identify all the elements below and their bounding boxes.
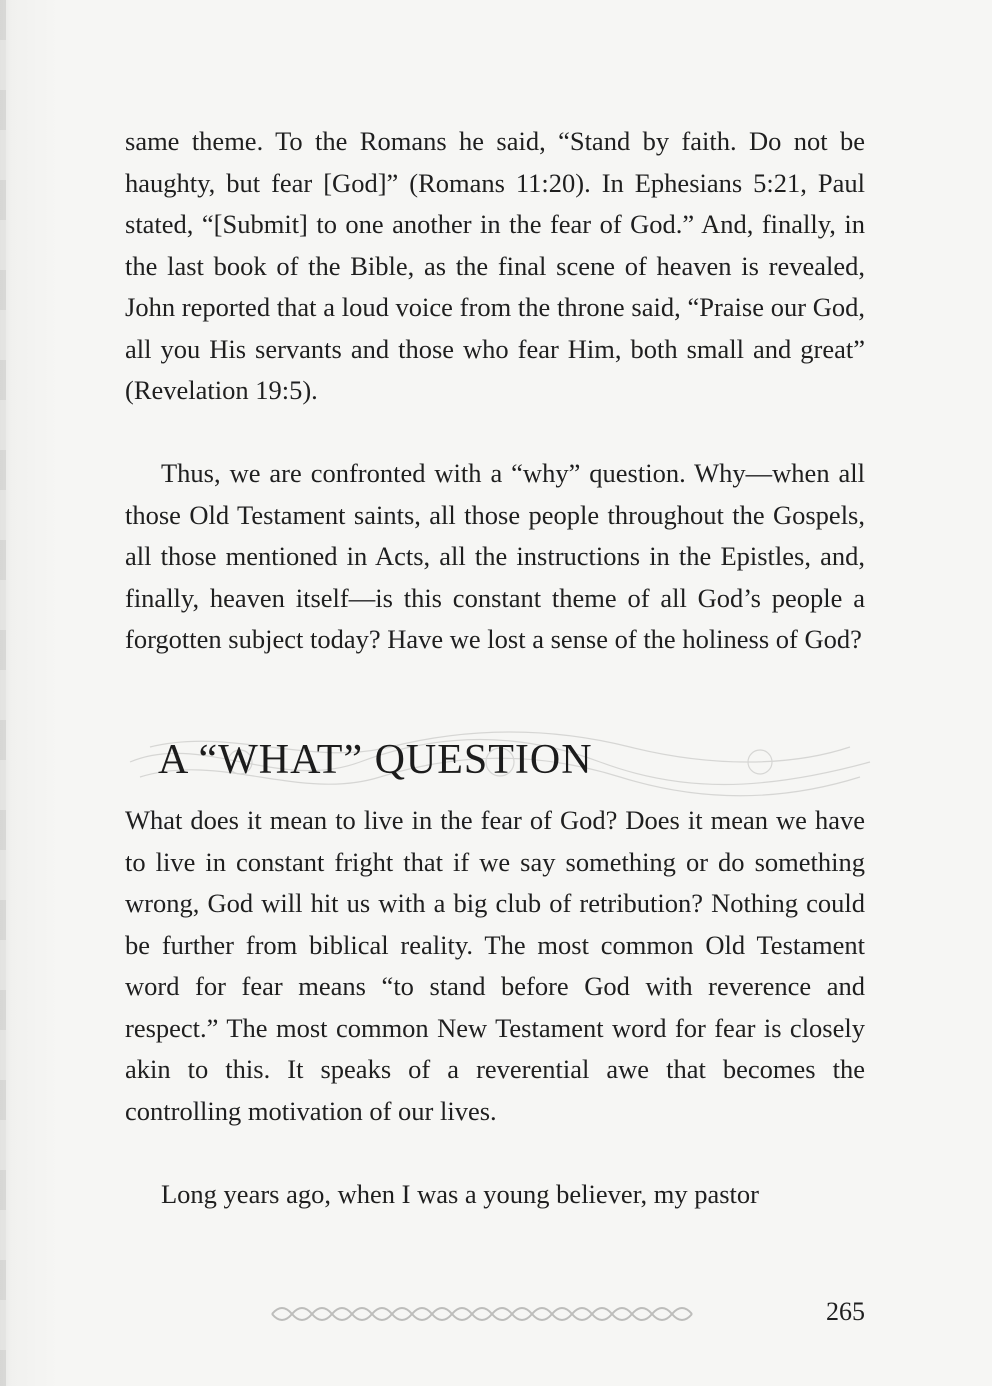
section-heading: A “WHAT” QUESTION [158, 737, 593, 783]
body-paragraph-2 [125, 453, 865, 661]
page-gutter-shadow [0, 0, 6, 1386]
footer-ornament-icon [268, 1300, 698, 1328]
body-paragraph-4 [125, 1174, 865, 1216]
paragraph-text: Thus, we are confronted with a “why” question. Why—when all those Old Testament saints, all those people throughout the Gospels, all those mentioned in Acts, all the instructions in the Epistles, and, finally, heaven itself—is this constant theme of all God’s people a forgotten subject today? Have we lost a sense of the holiness of God? [125, 458, 865, 654]
page-number: 265 [826, 1297, 865, 1326]
paragraph-text: Long years ago, when I was a young believer, my pastor [161, 1179, 759, 1209]
body-paragraph-1 [125, 121, 865, 412]
body-paragraph-3 [125, 800, 865, 1132]
paragraph-text: What does it mean to live in the fear of God? Does it mean we have to live in constant fright that if we say something or do something wrong, God will hit us with a big club of retribution? Nothing could be further from biblical reality. The most common Old Testament word for fear means “to stand before God with reverence and respect.” The most common New Testament word for fear is closely akin to this. It speaks of a reverential awe that becomes the controlling motivation of our lives. [125, 805, 865, 1126]
paragraph-text: same theme. To the Romans he said, “Stand by faith. Do not be haughty, but fear [God]” (Romans 11:20). In Ephesians 5:21, Paul stated, “[Submit] to one another in the fear of God.” And, finally, in the last book of the Bible, as the final scene of heaven is revealed, John reported that a loud voice from the throne said, “Praise our God, all you His servants and those who fear Him, both small and great” (Revelation 19:5). [125, 126, 865, 405]
